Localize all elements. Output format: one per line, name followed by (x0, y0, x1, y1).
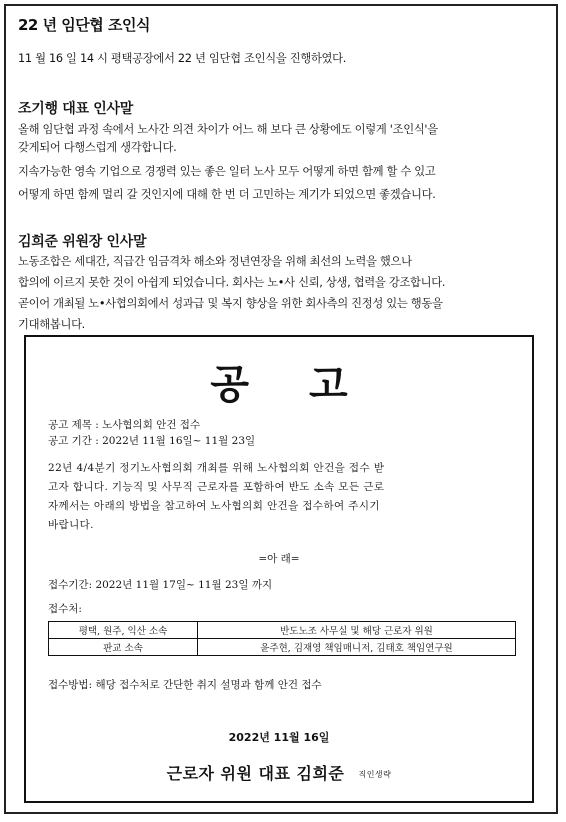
section1-line: 올해 임단협 과정 속에서 노사간 의견 차이가 어느 해 보다 큰 상황에도 이렇게 '조인식'을 (18, 123, 438, 136)
table-cell: 평택, 원주, 익산 소속 (49, 622, 198, 639)
section2-line: 합의에 이르지 못한 것이 아쉽게 되었습니다. 회사는 노•사 신뢰, 상생, 협력을 강조합니다. (18, 276, 446, 289)
notice-body-line: 자께서는 아래의 방법을 참고하여 노사협의회 안건을 접수하여 주시기 (48, 500, 380, 512)
section1-heading: 조기행 대표 인사말 (18, 101, 133, 117)
section2-heading: 김희준 위원장 인사말 (18, 234, 147, 250)
notice-receive-period: 접수기간: 2022년 11월 17일~ 11월 23일 까지 (48, 579, 273, 591)
receive-place-table (48, 621, 516, 656)
table-cell: 반도노조 사무실 및 해당 근로자 위원 (198, 622, 516, 639)
section1-line: 갖게되어 다행스럽게 생각합니다. (18, 141, 177, 154)
notice-signature (26, 761, 532, 784)
section2-line: 기대해봅니다. (18, 318, 85, 331)
notice-below: =아 래= (258, 553, 300, 565)
section2-line: 노동조합은 세대간, 직급간 임금격차 해소와 정년연장을 위해 최선의 노력을 했으나 (18, 255, 412, 268)
seal-text: 직인생략 (358, 770, 392, 779)
table-cell: 윤주현, 김재영 책임매니저, 김태호 책임연구원 (198, 639, 516, 656)
section1-line: 어떻게 하면 함께 멀리 갈 것인지에 대해 한 번 더 고민하는 계기가 되었으면 좋겠습니다. (18, 188, 436, 201)
section1-line: 지속가능한 영속 기업으로 경쟁력 있는 좋은 일터 노사 모두 어떻게 하면 함께 할 수 있고 (18, 165, 436, 178)
table-row (49, 622, 516, 639)
notice-image (24, 335, 534, 803)
signature-text: 근로자 위원 대표 김희준 (166, 764, 345, 783)
notice-body (48, 459, 514, 535)
notice-body-line: 고자 합니다. 기능직 및 사무직 근로자를 포함하여 반도 소속 모든 근로 (48, 481, 385, 493)
article-title: 22 년 임단협 조인식 (18, 16, 150, 34)
notice-date: 2022년 11월 16일 (228, 731, 330, 744)
notice-receive-method: 접수방법: 해당 접수처로 간단한 취지 설명과 함께 안건 접수 (48, 679, 322, 691)
notice-period: 공고 기간 : 2022년 11월 16일~ 11월 23일 (48, 435, 256, 447)
article-intro: 11 월 16 일 14 시 평택공장에서 22 년 임단협 조인식을 진행하였다. (18, 52, 347, 65)
notice-body-line: 바랍니다. (48, 519, 94, 531)
table-row (49, 639, 516, 656)
section2-line: 곧이어 개최될 노•사협의회에서 성과급 및 복지 향상을 위한 회사측의 진정성 있는 행동을 (18, 297, 443, 310)
notice-receive-place-label: 접수처: (48, 603, 82, 615)
notice-body-line: 22년 4/4분기 정기노사협의회 개최를 위해 노사협의회 안건을 접수 받 (48, 462, 385, 474)
notice-title: 공고 (210, 361, 408, 408)
table-cell: 판교 소속 (49, 639, 198, 656)
notice-subject: 공고 제목 : 노사협의회 안건 접수 (48, 419, 201, 431)
